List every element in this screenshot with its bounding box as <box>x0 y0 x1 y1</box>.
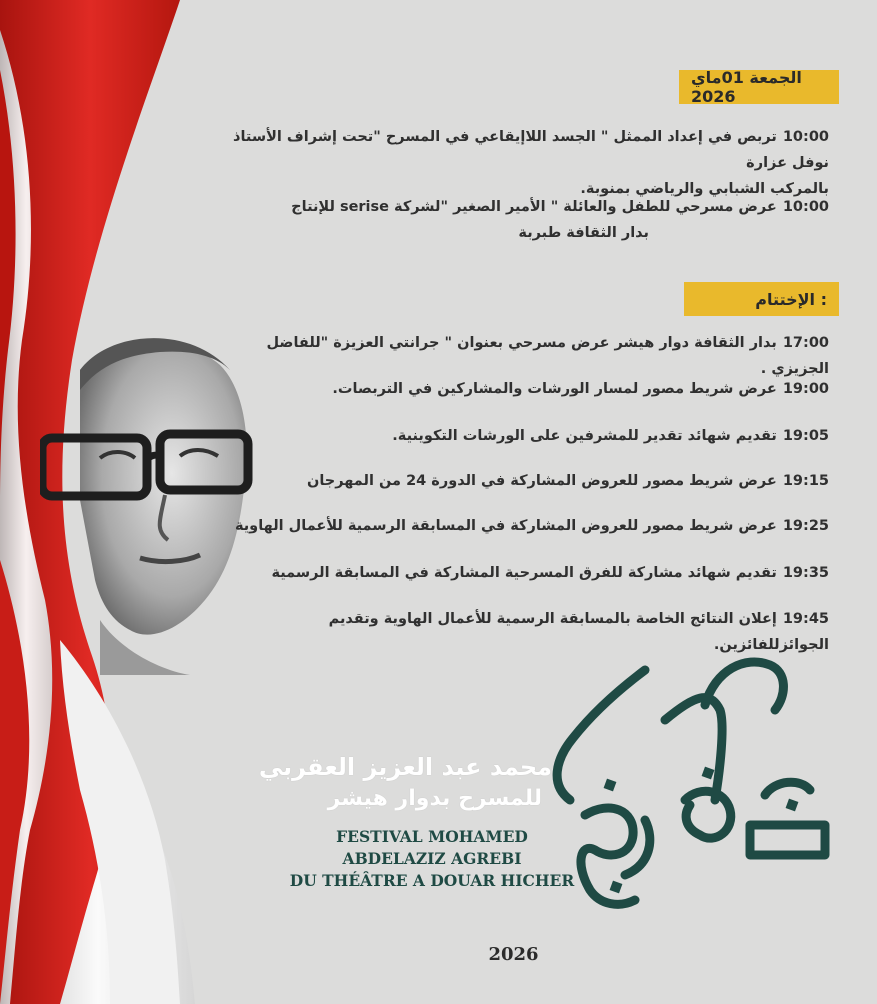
event-time: 10:00 <box>782 129 829 145</box>
closing-entry <box>229 376 829 402</box>
festival-name-french-line1: FESTIVAL MOHAMED ABDELAZIZ AGREBI <box>336 827 528 868</box>
event-text: عرض مسرحي للطفل والعائلة " الأمير الصغير "لشركة serise للإنتاج <box>291 199 777 215</box>
schedule-entry <box>229 124 829 202</box>
event-time: 19:05 <box>782 428 829 444</box>
schedule-entry <box>229 194 829 246</box>
closing-heading: الإختتام : <box>755 289 827 309</box>
closing-entry <box>229 513 829 539</box>
event-text: تقديم شهائد تقدير للمشرفين على الورشات التكوينية. <box>392 428 777 444</box>
event-time: 10:00 <box>782 199 829 215</box>
event-time: 19:35 <box>782 565 829 581</box>
event-time: 17:00 <box>782 335 829 351</box>
festival-subtitle-arabic: للمسرح بدوار هيشر <box>327 786 542 811</box>
closing-entry <box>229 560 829 586</box>
event-time: 19:25 <box>782 518 829 534</box>
event-text-line2: بالمركب الشبابي والرياضي بمنوبة. <box>580 181 829 197</box>
event-text: بدار الثقافة دوار هيشر عرض مسرحي بعنوان " جرانتي العزيزة "للفاضل الجزيزي . <box>266 335 829 377</box>
festival-name-french-line2: DU THÉÂTRE A DOUAR HICHER <box>289 871 575 890</box>
closing-heading-tag <box>684 282 839 316</box>
event-time: 19:15 <box>782 473 829 489</box>
event-text: تقديم شهائد مشاركة للفرق المسرحية المشاركة في المسابقة الرسمية <box>271 565 777 581</box>
event-text: عرض شريط مصور لمسار الورشات والمشاركين في التربصات. <box>332 381 777 397</box>
event-text: تربص في إعداد الممثل " الجسد اللاإيقاعي في المسرح "تحت إشراف الأستاذ نوفل عزارة <box>233 129 829 171</box>
event-text-line2: بدار الثقافة طبربة <box>518 225 649 241</box>
event-time: 19:00 <box>782 381 829 397</box>
festival-year: 2026 <box>488 944 539 965</box>
day-heading-tag <box>679 70 839 104</box>
festival-name-french <box>282 826 582 892</box>
event-text: عرض شريط مصور للعروض المشاركة في الدورة 24 من المهرجان <box>306 473 777 489</box>
event-text: إعلان النتائج الخاصة بالمسابقة الرسمية للأعمال الهاوية وتقديم الجوائزللفائزين. <box>328 611 829 653</box>
event-text: عرض شريط مصور للعروض المشاركة في المسابقة الرسمية للأعمال الهاوية <box>234 518 777 534</box>
day-heading: الجمعة 01ماي 2026 <box>691 68 802 106</box>
event-time: 19:45 <box>782 611 829 627</box>
closing-entry <box>229 468 829 494</box>
festival-name-arabic: محمد عبد العزيز العقربي <box>258 753 552 781</box>
closing-entry <box>229 330 829 382</box>
closing-entry <box>229 423 829 449</box>
